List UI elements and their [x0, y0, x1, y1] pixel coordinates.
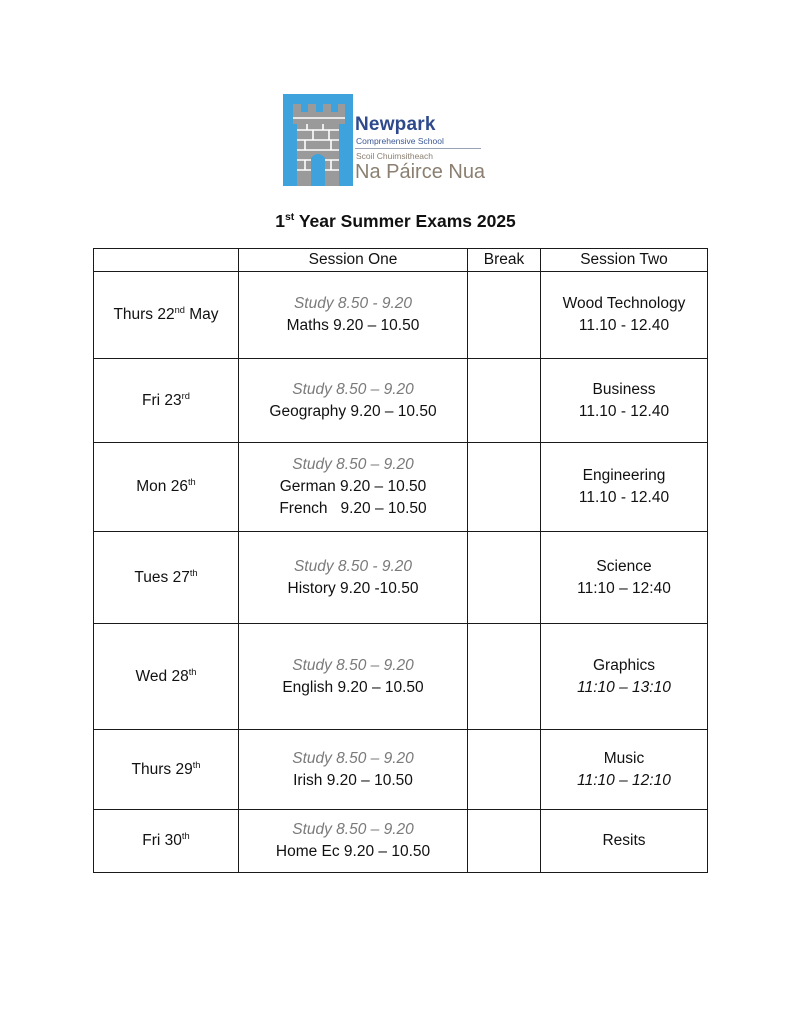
title-ordinal-number: 1 — [275, 211, 285, 231]
session-one-cell — [239, 443, 468, 532]
table-row — [94, 810, 708, 873]
session-two-subject: Wood Technology — [562, 295, 686, 312]
day-after: May — [184, 306, 219, 323]
session-two-time: 11:10 – 12:10 — [577, 771, 671, 789]
session-two-subject: Engineering — [582, 467, 666, 484]
session-two-time: 11.10 - 12.40 — [578, 317, 670, 334]
logo-irish-subtitle: Scoil Chuimsitheach — [356, 151, 434, 161]
table-row — [94, 624, 708, 730]
day-label: Fri 23 — [142, 391, 182, 409]
session-two-cell — [541, 359, 708, 443]
exam-entry: English 9.20 – 10.50 — [282, 678, 424, 696]
day-label: Tues 27 — [134, 568, 190, 586]
day-label: Fri 30 — [142, 832, 182, 849]
day-suffix: th — [192, 759, 201, 770]
study-time: Study 8.50 – 9.20 — [292, 821, 414, 838]
session-one-cell — [239, 730, 468, 810]
session-two-cell — [541, 272, 708, 359]
logo-text — [355, 94, 485, 186]
study-time: Study 8.50 – 9.20 — [292, 380, 414, 398]
break-cell — [468, 532, 541, 624]
day-suffix: th — [187, 476, 196, 487]
session-two-subject: Music — [603, 749, 645, 767]
session-two-time: 11.10 - 12.40 — [578, 489, 670, 506]
study-time: Study 8.50 – 9.20 — [292, 656, 414, 674]
session-two-subject: Graphics — [592, 656, 656, 674]
session-two-cell — [541, 810, 708, 873]
session-one-cell — [239, 272, 468, 359]
table-row — [94, 359, 708, 443]
day-suffix: th — [189, 567, 198, 578]
exam-entry: Irish 9.20 – 10.50 — [293, 771, 413, 789]
session-two-cell — [541, 443, 708, 532]
exam-schedule-table — [93, 248, 708, 873]
header-break: Break — [468, 249, 541, 272]
exam-entry: Maths 9.20 – 10.50 — [286, 317, 420, 334]
header-session-one: Session One — [239, 249, 468, 272]
day-suffix: th — [181, 830, 190, 841]
day-cell — [94, 730, 239, 810]
break-cell — [468, 272, 541, 359]
day-suffix: rd — [181, 390, 190, 401]
day-cell — [94, 272, 239, 359]
study-time: Study 8.50 – 9.20 — [292, 456, 414, 473]
header-session-two: Session Two — [541, 249, 708, 272]
break-cell — [468, 443, 541, 532]
session-two-subject: Resits — [602, 832, 646, 849]
table-header-row — [94, 249, 708, 272]
session-one-cell — [239, 359, 468, 443]
logo-divider — [355, 148, 481, 149]
table-row — [94, 532, 708, 624]
title-ordinal-suffix: st — [284, 211, 295, 224]
study-time: Study 8.50 – 9.20 — [292, 749, 414, 767]
logo-school-subtitle: Comprehensive School — [356, 136, 444, 146]
session-one-cell — [239, 532, 468, 624]
header-day — [94, 249, 239, 272]
day-label: Thurs 29 — [131, 760, 193, 778]
exam-entry: German 9.20 – 10.50 — [279, 478, 427, 495]
study-time: Study 8.50 - 9.20 — [293, 295, 413, 312]
study-time: Study 8.50 - 9.20 — [293, 557, 413, 575]
session-two-cell — [541, 532, 708, 624]
logo-irish-name: Na Páirce Nua — [355, 161, 486, 183]
day-cell — [94, 359, 239, 443]
exam-entry: History 9.20 -10.50 — [287, 579, 419, 597]
break-cell — [468, 624, 541, 730]
break-cell — [468, 359, 541, 443]
day-cell — [94, 532, 239, 624]
exam-entry: Home Ec 9.20 – 10.50 — [275, 843, 431, 860]
day-cell — [94, 443, 239, 532]
session-one-cell — [239, 624, 468, 730]
castle-tower-logo-icon — [283, 94, 353, 186]
session-two-time: 11.10 - 12.40 — [578, 402, 670, 420]
table-row — [94, 443, 708, 532]
day-label: Thurs 22 — [113, 306, 175, 323]
session-two-time: 11:10 – 13:10 — [577, 678, 671, 696]
logo-school-name: Newpark — [355, 114, 436, 135]
day-suffix: nd — [174, 304, 185, 315]
page-title — [0, 211, 791, 231]
exam-entry: French 9.20 – 10.50 — [279, 500, 427, 517]
session-two-subject: Science — [596, 557, 652, 575]
day-label: Mon 26 — [136, 478, 188, 495]
table-row — [94, 272, 708, 359]
session-two-subject: Business — [592, 380, 656, 398]
session-two-time: 11:10 – 12:40 — [577, 579, 671, 597]
day-suffix: th — [188, 666, 197, 677]
session-two-cell — [541, 730, 708, 810]
break-cell — [468, 730, 541, 810]
day-cell — [94, 624, 239, 730]
break-cell — [468, 810, 541, 873]
title-text: Year Summer Exams 2025 — [294, 211, 516, 231]
exam-entry: Geography 9.20 – 10.50 — [269, 402, 437, 420]
session-two-cell — [541, 624, 708, 730]
day-label: Wed 28 — [135, 667, 189, 685]
table-row — [94, 730, 708, 810]
school-logo — [283, 94, 486, 186]
day-cell — [94, 810, 239, 873]
session-one-cell — [239, 810, 468, 873]
